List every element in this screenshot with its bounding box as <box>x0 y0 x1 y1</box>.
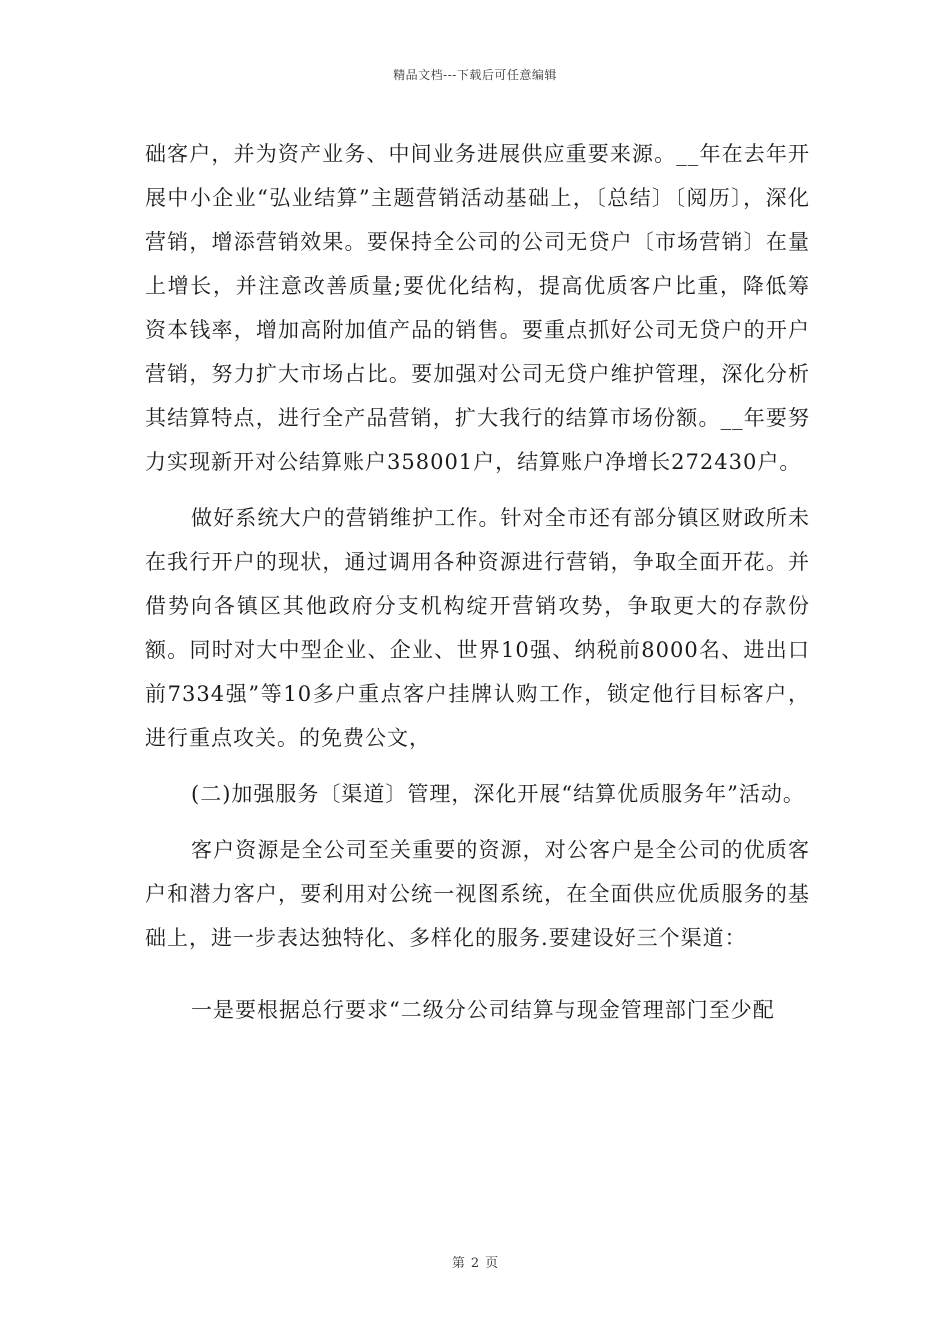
page-number: 2 <box>470 1256 480 1271</box>
page-footer <box>0 1252 950 1271</box>
paragraph-system-clients: 做好系统大户的营销维护工作。针对全市还有部分镇区财政所未在我行开户的现状，通过调用各种资源进行营销，争取全面开花。并借势向各镇区其他政府分支机构绽开营销攻势，争取更大的存款份额。同时对大中型企业、企业、世界10强、纳税前8000名、进出口前7334强”等10多户重点客户挂牌认购工作，锁定他行目标客户，进行重点攻关。的免费公文， <box>145 506 810 750</box>
document-body <box>145 132 810 1032</box>
page-label-suffix: 页 <box>485 1256 499 1271</box>
paragraph-customer-resources: 客户资源是全公司至关重要的资源，对公客户是全公司的优质客户和潜力客户，要利用对公统一视图系统，在全面供应优质服务的基础上，进一步表达独特化、多样化的服务.要建设好三个渠道： <box>145 838 810 950</box>
paragraph-first-channel: 一是要根据总行要求“二级分公司结算与现金管理部门至少配 <box>191 998 775 1022</box>
section-heading-service-channels: (二)加强服务〔渠道〕管理，深化开展“结算优质服务年”活动。 <box>191 782 805 806</box>
paragraph-continuation: 础客户，并为资产业务、中间业务进展供应重要来源。__年在去年开展中小企业“弘业结算”主题营销活动基础上，〔总结〕〔阅历〕，深化营销，增添营销效果。要保持全公司的公司无贷户〔市场营销〕在量上增长，并注意改善质量;要优化结构，提高优质客户比重，降低筹资本钱率，增加高附加值产品的销售。要重点抓好公司无贷户的开户营销，努力扩大市场占比。要加强对公司无贷户维护管理，深化分析其结算特点，进行全产品营销，扩大我行的结算市场份额。__年要努力实现新开对公结算账户358001户，结算账户净增长272430户。 <box>145 142 810 474</box>
page-label-prefix: 第 <box>451 1256 465 1271</box>
page-header: 精品文档---下载后可任意编辑 <box>393 68 557 82</box>
